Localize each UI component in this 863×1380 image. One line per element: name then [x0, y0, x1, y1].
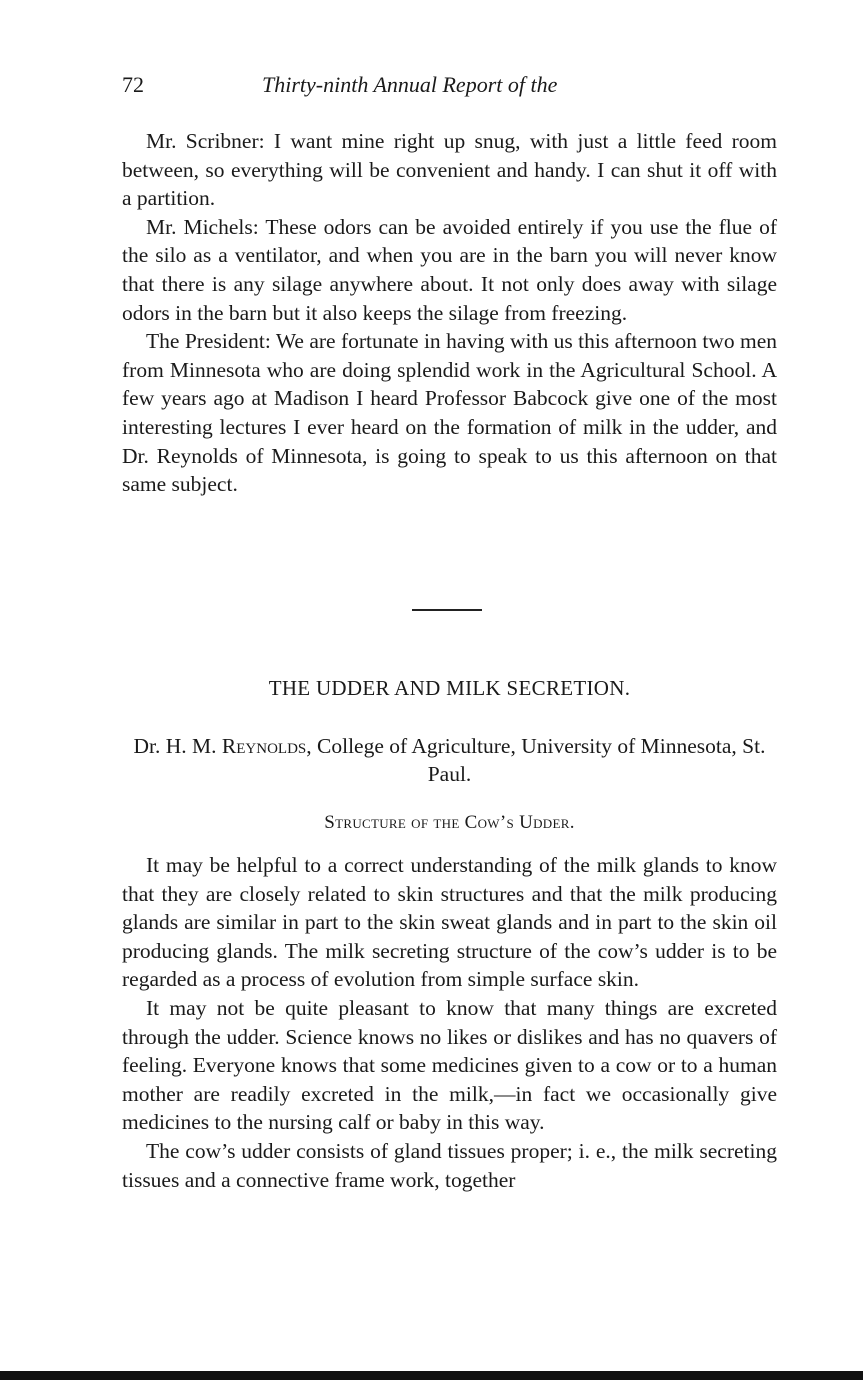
paragraph-glands: It may be helpful to a correct understanding of the milk glands to know that they are closely related to skin structures and that the milk producing glands are similar in part to the skin sweat glands and in part to the skin oil producing glands. The milk secreting structure of the cow’s udder is to be regarded as a process of evolution from simple surface skin. — [122, 853, 777, 992]
author-name: Reynolds — [221, 734, 307, 758]
article-text — [122, 851, 777, 1194]
paragraph-scribner: Mr. Scribner: I want mine right up snug, with just a little feed room between, so everything will be convenient and handy. I can shut it off with a partition. — [122, 129, 777, 211]
article-author — [122, 732, 777, 788]
page-number: 72 — [122, 72, 144, 97]
running-header — [122, 72, 777, 106]
scan-edge — [0, 1371, 863, 1380]
author-affiliation: , College of Agriculture, University of Minnesota, St. Paul. — [306, 734, 766, 786]
paragraph-michels: Mr. Michels: These odors can be avoided entirely if you use the flue of the silo as a ventilator, and when you are in the barn you will never know that there is any silage anywhere about. It not only does away with silage odors in the barn but it also keeps the silage from freezing. — [122, 214, 777, 325]
section-divider — [412, 609, 482, 611]
author-prefix: Dr. H. M. — [133, 734, 222, 758]
paragraph-president: The President: We are fortunate in having with us this afternoon two men from Minnesota who are doing splendid work in the Agricultural School. A few years ago at Madison I heard Professor Babcock give one of the most interesting lectures I ever heard on the formation of milk in the udder, and Dr. Reynolds of Minnesota, is going to speak to us this afternoon on that same subject. — [122, 329, 777, 497]
subsection-title: Structure of the Cow’s Udder. — [324, 812, 575, 833]
article-title: THE UDDER AND MILK SECRETION. — [268, 676, 631, 700]
discussion-text — [122, 127, 777, 499]
running-title: Thirty-ninth Annual Report of the — [262, 72, 558, 97]
paragraph-excretion: It may not be quite pleasant to know that many things are excreted through the udder. Science knows no likes or dislikes and has no quavers of feeling. Everyone knows that some medicines given to a cow or to a human mother are readily excreted in the milk,—in fact we occasionally give medicines to the nursing calf or baby in this way. — [122, 995, 777, 1135]
paragraph-udder-structure: The cow’s udder consists of gland tissues proper; i. e., the milk secreting tissues and a connective frame work, together — [122, 1138, 777, 1192]
